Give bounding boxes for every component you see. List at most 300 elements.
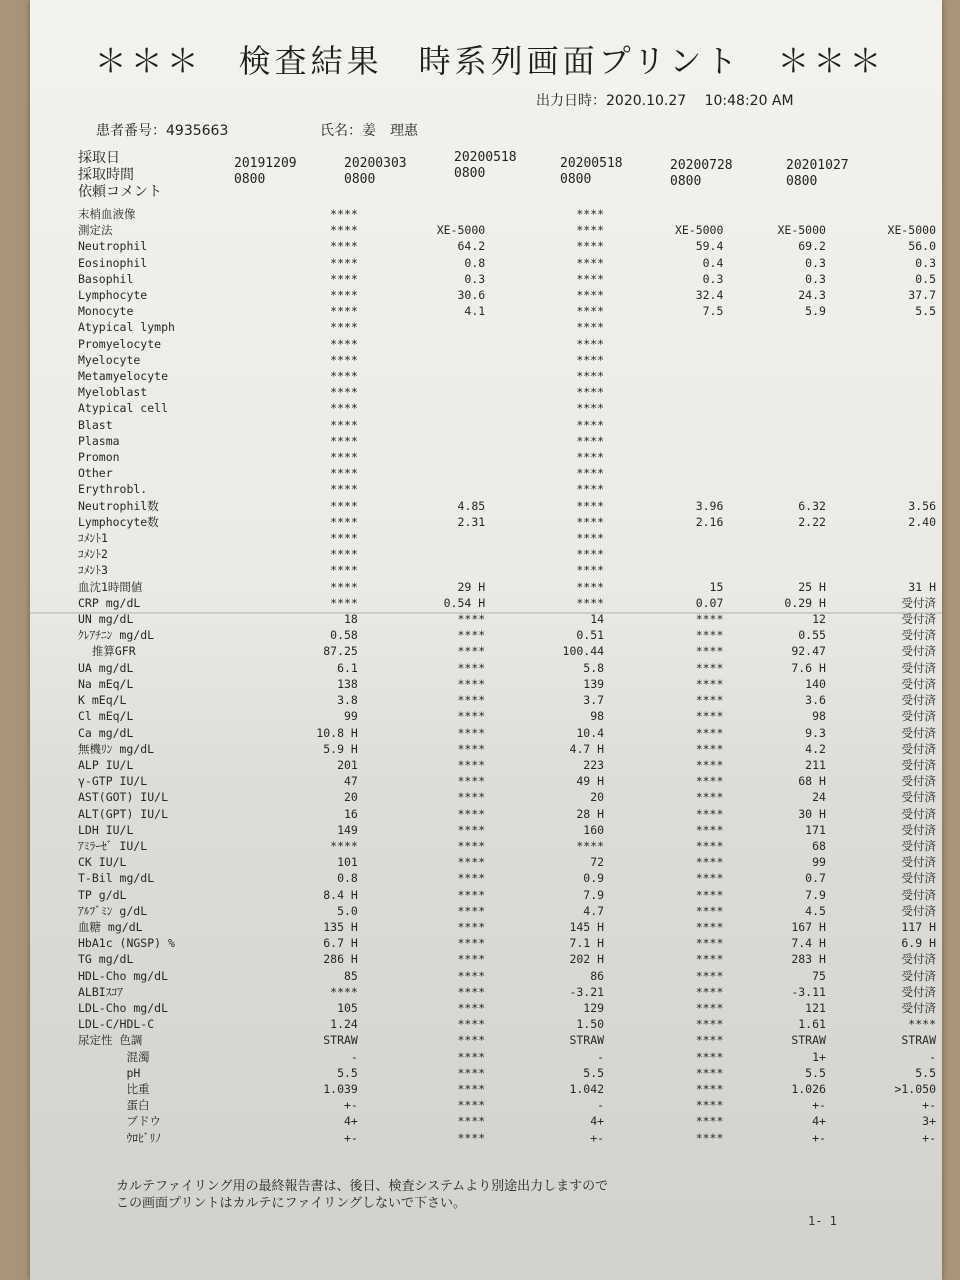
result-cell: 283 H: [791, 952, 826, 967]
table-row: [78, 222, 942, 238]
result-cell: ****: [330, 514, 358, 529]
result-cell: 24.3: [798, 288, 826, 303]
test-name: Lymphocyte: [78, 288, 148, 303]
result-cell: ****: [457, 968, 486, 983]
result-cell: 15: [709, 579, 724, 594]
result-cell: ****: [695, 1000, 724, 1015]
result-cell: 4+: [590, 1114, 605, 1129]
table-row: [78, 903, 942, 919]
column-date: 20200518: [454, 150, 517, 165]
result-cell: 8.4 H: [323, 887, 358, 902]
test-name: 末梢血液像: [78, 207, 136, 221]
test-name: 蛋白: [78, 1098, 150, 1113]
result-cell: ****: [330, 531, 358, 546]
test-name: Myelocyte: [78, 352, 141, 367]
result-cell: 受付済: [901, 903, 936, 918]
result-cell: ****: [576, 369, 605, 384]
table-row: [78, 546, 942, 562]
result-cell: [610, 449, 729, 465]
result-cell: ****: [576, 595, 605, 610]
results-body: [78, 206, 942, 1146]
table-row: [78, 676, 942, 692]
result-cell: >1.050: [894, 1081, 936, 1096]
table-row: [78, 465, 942, 481]
result-cell: ****: [576, 239, 605, 254]
result-cell: [729, 384, 832, 400]
patient-name: [320, 120, 418, 140]
result-cell: ****: [457, 644, 486, 659]
result-cell: 0.4: [702, 255, 724, 270]
result-cell: 0.58: [330, 628, 358, 643]
result-cell: ****: [695, 952, 724, 967]
result-cell: 0.55: [798, 628, 826, 643]
result-cell: [610, 481, 729, 497]
test-name: ｺﾒﾝﾄ2: [78, 547, 108, 562]
result-cell: 3.56: [908, 498, 936, 513]
result-cell: -: [597, 1049, 605, 1064]
test-name: Neutrophil数: [78, 498, 159, 513]
result-cell: ****: [695, 838, 724, 853]
table-row: [78, 919, 942, 935]
result-cell: 139: [583, 676, 605, 691]
result-cell: ****: [695, 1033, 724, 1048]
result-cell: 7.5: [702, 304, 724, 319]
test-name: Monocyte: [78, 304, 134, 319]
result-cell: ****: [576, 838, 605, 853]
test-name: ALT(GPT) IU/L: [78, 806, 169, 821]
result-cell: ****: [695, 676, 724, 691]
result-cell: 30.6: [457, 288, 486, 303]
result-cell: 受付済: [901, 1000, 936, 1015]
result-cell: [610, 400, 729, 416]
result-cell: 32.4: [695, 288, 724, 303]
result-cell: 3.96: [695, 498, 724, 513]
result-cell: 6.9 H: [901, 936, 936, 951]
result-cell: ****: [457, 855, 486, 870]
table-row: [78, 887, 942, 903]
result-cell: 99: [343, 709, 358, 724]
result-cell: 1.61: [798, 1017, 826, 1032]
result-cell: ****: [576, 547, 605, 562]
test-name: 無機ﾘﾝ mg/dL: [78, 741, 155, 756]
result-cell: 129: [583, 1000, 605, 1015]
result-cell: 受付済: [901, 838, 936, 853]
result-cell: ****: [695, 871, 724, 886]
result-cell: [610, 336, 729, 352]
result-cell: 92.47: [791, 644, 826, 659]
table-row: [78, 1000, 942, 1016]
result-cell: XE-5000: [436, 223, 486, 238]
result-cell: 20: [590, 790, 605, 805]
table-row: [78, 271, 942, 287]
result-cell: 受付済: [901, 790, 936, 805]
result-cell: ****: [576, 304, 605, 319]
result-cell: 4.1: [464, 304, 486, 319]
result-cell: 201: [337, 757, 358, 772]
result-cell: ****: [695, 612, 724, 627]
result-cell: ****: [695, 822, 724, 837]
column-date: 20191209: [234, 156, 297, 171]
output-value: 2020.10.27 10:48:20 AM: [606, 93, 794, 109]
result-cell: 72: [590, 855, 605, 870]
column-time: 0800: [560, 172, 592, 187]
table-row: [78, 384, 942, 400]
table-row: [78, 579, 942, 595]
result-cell: [729, 465, 832, 481]
result-cell: ****: [330, 223, 358, 238]
result-cell: 223: [583, 757, 605, 772]
result-cell: 12: [812, 612, 826, 627]
result-cell: 5.9: [805, 304, 826, 319]
column-header-1: [234, 156, 297, 188]
header-label-comment: 依頼コメント: [78, 184, 162, 200]
result-cell: [372, 417, 491, 433]
result-cell: ****: [457, 628, 486, 643]
result-cell: ****: [457, 1114, 486, 1129]
result-cell: 受付済: [901, 644, 936, 659]
result-cell: [729, 206, 832, 222]
result-cell: 3.6: [805, 693, 826, 708]
table-row: [78, 773, 942, 789]
result-cell: 受付済: [901, 612, 936, 627]
footer-line-2: この画面プリントはカルテにファイリングしないで下さい。: [116, 1196, 466, 1211]
test-name: Atypical lymph: [78, 320, 175, 335]
test-name: ｱﾐﾗｰｾﾞ IU/L: [78, 838, 148, 853]
result-cell: 1.24: [330, 1017, 358, 1032]
column-time: 0800: [670, 174, 702, 189]
test-name: ALBIｽｺｱ: [78, 984, 123, 999]
result-cell: 68 H: [798, 774, 826, 789]
result-cell: 98: [590, 709, 605, 724]
result-cell: 受付済: [901, 693, 936, 708]
result-cell: ****: [457, 871, 486, 886]
result-cell: ****: [695, 903, 724, 918]
table-row: [78, 417, 942, 433]
result-cell: 69.2: [798, 239, 826, 254]
test-name: T-Bil mg/dL: [78, 871, 155, 886]
table-row: [78, 1016, 942, 1032]
result-cell: ****: [908, 1017, 936, 1032]
result-cell: 0.3: [805, 255, 826, 270]
table-row: [78, 854, 942, 870]
result-cell: ****: [457, 1081, 486, 1096]
result-cell: ****: [576, 482, 605, 497]
result-cell: 117 H: [901, 919, 936, 934]
result-cell: ****: [330, 401, 358, 416]
result-cell: ****: [576, 288, 605, 303]
result-cell: 1.50: [576, 1017, 605, 1032]
test-name: 血糖 mg/dL: [78, 919, 143, 934]
test-name: UA mg/dL: [78, 660, 134, 675]
result-cell: ****: [457, 693, 486, 708]
result-cell: ****: [695, 709, 724, 724]
result-cell: 30 H: [798, 806, 826, 821]
table-row: [78, 238, 942, 254]
table-row: [78, 1049, 942, 1065]
result-cell: 135 H: [323, 919, 358, 934]
result-cell: ****: [457, 1017, 486, 1032]
result-cell: ****: [576, 255, 605, 270]
result-cell: ****: [457, 612, 486, 627]
result-cell: 5.5: [805, 1065, 826, 1080]
result-cell: [610, 206, 729, 222]
result-cell: 14: [590, 612, 605, 627]
result-cell: 受付済: [901, 984, 936, 999]
result-cell: ****: [695, 1065, 724, 1080]
table-row: [78, 935, 942, 951]
result-cell: [729, 449, 832, 465]
result-cell: 3.8: [337, 693, 358, 708]
result-cell: 20: [343, 790, 358, 805]
test-name: AST(GOT) IU/L: [78, 790, 169, 805]
table-row: [78, 595, 942, 611]
result-cell: [372, 352, 491, 368]
result-cell: [729, 546, 832, 562]
result-cell: ****: [457, 741, 486, 756]
result-cell: ****: [576, 514, 605, 529]
test-name: 測定法: [78, 223, 113, 238]
result-cell: [832, 465, 942, 481]
result-cell: [832, 417, 942, 433]
result-cell: ****: [457, 806, 486, 821]
table-row: [78, 336, 942, 352]
output-label: 出力日時：: [536, 93, 606, 109]
result-cell: ****: [457, 936, 486, 951]
header-label-time: 採取時間: [78, 167, 134, 183]
result-cell: ****: [695, 1114, 724, 1129]
result-cell: ****: [330, 450, 358, 465]
result-cell: XE-5000: [777, 223, 826, 238]
test-name: Promyelocyte: [78, 336, 162, 351]
result-cell: ****: [576, 417, 605, 432]
table-row: [78, 562, 942, 578]
result-cell: +-: [590, 1130, 605, 1145]
test-name: CRP mg/dL: [78, 595, 141, 610]
result-cell: 149: [337, 822, 358, 837]
column-time: 0800: [234, 172, 266, 187]
result-cell: 3.7: [583, 693, 605, 708]
result-cell: [729, 530, 832, 546]
result-cell: ****: [457, 660, 486, 675]
result-cell: 167 H: [791, 919, 826, 934]
column-time: 0800: [344, 172, 376, 187]
result-cell: [729, 433, 832, 449]
result-cell: [832, 481, 942, 497]
patient-id: [96, 120, 228, 140]
result-cell: ****: [457, 952, 486, 967]
result-cell: ****: [330, 207, 358, 221]
result-cell: ****: [457, 919, 486, 934]
result-cell: 1.042: [569, 1081, 605, 1096]
result-cell: [372, 206, 491, 222]
result-cell: [832, 352, 942, 368]
result-cell: 202 H: [569, 952, 605, 967]
header-label-date: 採取日: [78, 150, 120, 166]
result-cell: [372, 384, 491, 400]
result-cell: 受付済: [901, 806, 936, 821]
test-name: TG mg/dL: [78, 952, 134, 967]
test-name: Myeloblast: [78, 385, 148, 400]
result-cell: 受付済: [901, 660, 936, 675]
patient-name-value: 姜 理惠: [362, 123, 418, 139]
result-cell: ****: [576, 401, 605, 416]
test-name: ブドウ: [78, 1114, 161, 1129]
result-cell: 2.40: [908, 514, 936, 529]
result-cell: 受付済: [901, 887, 936, 902]
result-cell: 7.9: [805, 887, 826, 902]
result-cell: 0.29 H: [784, 595, 826, 610]
result-cell: [832, 400, 942, 416]
result-cell: 受付済: [901, 968, 936, 983]
result-cell: ****: [330, 304, 358, 319]
result-cell: ****: [695, 660, 724, 675]
result-cell: ****: [457, 709, 486, 724]
table-row: [78, 287, 942, 303]
test-name: Atypical cell: [78, 401, 169, 416]
result-cell: 0.7: [805, 871, 826, 886]
result-cell: 受付済: [901, 676, 936, 691]
result-cell: ****: [576, 385, 605, 400]
result-cell: 1.039: [323, 1081, 358, 1096]
result-cell: 0.3: [915, 255, 936, 270]
result-cell: ****: [330, 255, 358, 270]
result-cell: ****: [695, 887, 724, 902]
result-cell: -3.21: [569, 984, 605, 999]
test-name: CK IU/L: [78, 855, 127, 870]
result-cell: +-: [343, 1098, 358, 1113]
result-cell: ****: [576, 531, 605, 546]
test-name: 比重: [78, 1081, 150, 1096]
result-cell: ****: [576, 223, 605, 238]
test-name: 混濁: [78, 1049, 150, 1064]
result-cell: 28 H: [576, 806, 605, 821]
result-cell: ****: [695, 1049, 724, 1064]
result-cell: 4.5: [805, 903, 826, 918]
result-cell: ****: [576, 207, 605, 221]
table-row: [78, 206, 942, 222]
test-name: γ-GTP IU/L: [78, 774, 148, 789]
test-name: Cl mEq/L: [78, 709, 134, 724]
result-cell: ****: [695, 693, 724, 708]
result-cell: [610, 368, 729, 384]
result-cell: 5.5: [915, 304, 936, 319]
footer-line-1: カルテファイリング用の最終報告書は、後日、検査システムより別途出力しますので: [116, 1179, 609, 1194]
test-name: ALP IU/L: [78, 757, 134, 772]
table-row: [78, 449, 942, 465]
result-cell: [610, 352, 729, 368]
result-cell: [610, 433, 729, 449]
result-cell: 受付済: [901, 757, 936, 772]
result-cell: 受付済: [901, 628, 936, 643]
result-cell: 1.026: [791, 1081, 826, 1096]
result-cell: 75: [812, 968, 826, 983]
result-cell: 10.4: [576, 725, 605, 740]
result-cell: ****: [330, 433, 358, 448]
result-cell: ****: [330, 385, 358, 400]
result-cell: 4.7 H: [569, 741, 605, 756]
result-cell: 7.1 H: [569, 936, 605, 951]
result-cell: 受付済: [901, 709, 936, 724]
result-cell: 1+: [812, 1049, 826, 1064]
result-cell: [372, 530, 491, 546]
result-cell: [372, 336, 491, 352]
result-cell: 37.7: [908, 288, 936, 303]
result-cell: 5.5: [337, 1065, 358, 1080]
result-cell: ****: [330, 595, 358, 610]
test-name: Metamyelocyte: [78, 369, 169, 384]
result-cell: [610, 384, 729, 400]
result-cell: [610, 465, 729, 481]
result-cell: 9.3: [805, 725, 826, 740]
result-cell: ****: [695, 741, 724, 756]
result-cell: ****: [576, 320, 605, 335]
result-cell: [372, 481, 491, 497]
result-cell: ****: [330, 271, 358, 286]
result-cell: 145 H: [569, 919, 605, 934]
result-cell: 171: [805, 822, 826, 837]
result-cell: 59.4: [695, 239, 724, 254]
table-row: [78, 611, 942, 627]
test-name: ｸﾚｱﾁﾆﾝ mg/dL: [78, 628, 155, 643]
result-cell: [372, 368, 491, 384]
result-cell: [610, 417, 729, 433]
result-cell: -3.11: [791, 984, 826, 999]
table-row: [78, 660, 942, 676]
test-name: TP g/dL: [78, 887, 127, 902]
result-cell: ****: [330, 417, 358, 432]
output-datetime: [536, 90, 794, 110]
result-cell: 受付済: [901, 725, 936, 740]
test-name: Neutrophil: [78, 239, 148, 254]
result-cell: [610, 319, 729, 335]
result-cell: ****: [576, 563, 605, 578]
result-cell: 6.7 H: [323, 936, 358, 951]
result-cell: 49 H: [576, 774, 605, 789]
table-row: [78, 514, 942, 530]
table-row: [78, 838, 942, 854]
result-cell: [832, 562, 942, 578]
result-cell: 31 H: [908, 579, 936, 594]
result-cell: [372, 562, 491, 578]
result-cell: 受付済: [901, 871, 936, 886]
column-date: 20201027: [786, 158, 849, 173]
table-row: [78, 806, 942, 822]
result-cell: ****: [695, 806, 724, 821]
result-cell: 5.5: [583, 1065, 605, 1080]
result-cell: 0.3: [464, 271, 486, 286]
column-header-3: [454, 150, 517, 182]
result-cell: +-: [812, 1098, 826, 1113]
result-cell: ****: [330, 369, 358, 384]
result-cell: ****: [457, 725, 486, 740]
result-cell: ****: [457, 887, 486, 902]
result-cell: 受付済: [901, 855, 936, 870]
test-name: 尿定性 色調: [78, 1033, 143, 1048]
result-cell: [372, 433, 491, 449]
result-cell: ****: [695, 984, 724, 999]
result-cell: 160: [583, 822, 605, 837]
table-row: [78, 498, 942, 514]
test-name: 血沈1時間値: [78, 579, 143, 594]
result-cell: [729, 562, 832, 578]
result-cell: 0.5: [915, 271, 936, 286]
table-row: [78, 692, 942, 708]
result-cell: [832, 433, 942, 449]
result-cell: [832, 336, 942, 352]
result-cell: ****: [330, 838, 358, 853]
result-cell: 5.0: [337, 903, 358, 918]
result-cell: ****: [576, 498, 605, 513]
